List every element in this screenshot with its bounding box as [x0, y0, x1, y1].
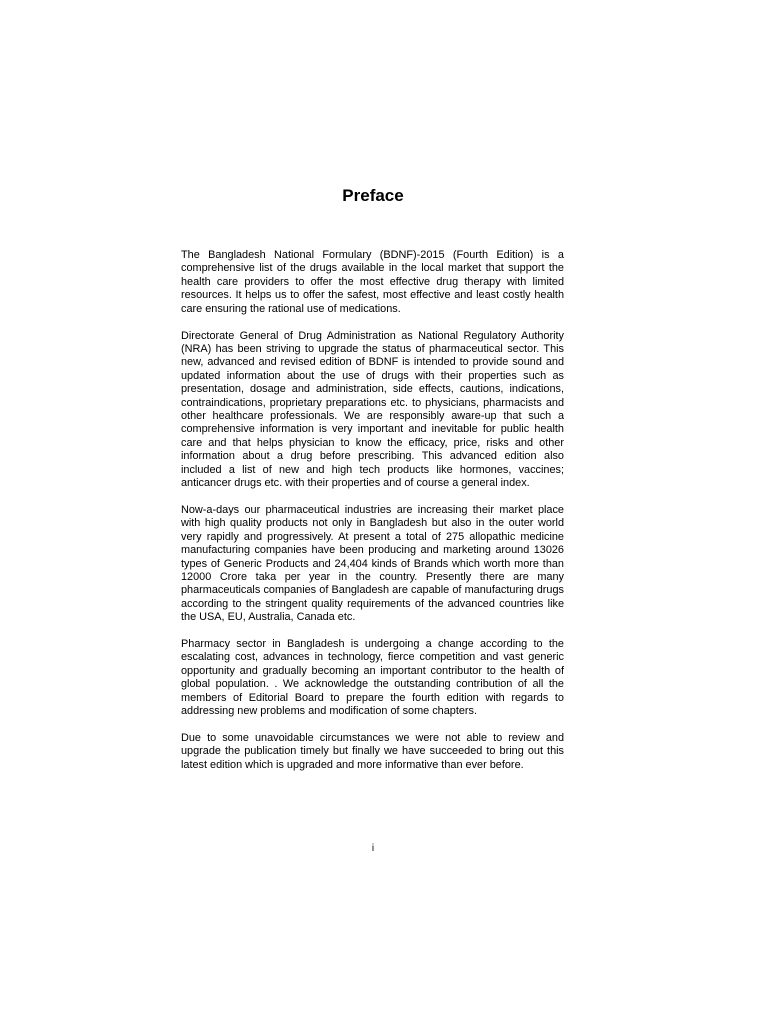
paragraph-4: Pharmacy sector in Bangladesh is undergoing a change according to the escalating cost, advances in technology, fierce competition and vast generic opportunity and gradually becoming an important contributor to the health of global population. . We acknowledge the outstanding contribution of all the members of Editorial Board to prepare the fourth edition with regards to addressing new problems and modification of some chapters.: [181, 638, 564, 718]
page-number: i: [371, 843, 375, 854]
paragraph-3: Now-a-days our pharmaceutical industries are increasing their market place with high quality products not only in Bangladesh but also in the outer world very rapidly and progressively. At present a total of 275 allopathic medicine manufacturing companies have been producing and marketing around 13026 types of Generic Products and 24,404 kinds of Brands which worth more than 12000 Crore taka per year in the country. Presently there are many pharmaceuticals companies of Bangladesh are capable of manufacturing drugs according to the stringent quality requirements of the advanced countries like the USA, EU, Australia, Canada etc.: [181, 503, 564, 624]
page-title: Preface: [342, 186, 404, 205]
paragraph-1: The Bangladesh National Formulary (BDNF)-2015 (Fourth Edition) is a comprehensive list of the drugs available in the local market that support the health care providers to offer the most effective drug therapy with limited resources. It helps us to offer the safest, most effective and least costly health care ensuring the rational use of medications.: [181, 249, 564, 315]
preface-body: [181, 249, 564, 786]
paragraph-5: Due to some unavoidable circumstances we were not able to review and upgrade the publication timely but finally we have succeeded to bring out this latest edition which is upgraded and more informative than ever before.: [181, 732, 564, 771]
paragraph-2: Directorate General of Drug Administration as National Regulatory Authority (NRA) has been striving to upgrade the status of pharmaceutical sector. This new, advanced and revised edition of BDNF is intended to provide sound and updated information about the use of drugs with their properties such as presentation, dosage and administration, side effects, cautions, indications, contraindications, proprietary preparations etc. to physicians, pharmacists and other healthcare professionals. We are responsibly aware-up that such a comprehensive information is very important and inevitable for public health care and that helps physician to know the efficacy, price, risks and other information about a drug before prescribing. This advanced edition also included a list of new and high tech products like hormones, vaccines; anticancer drugs etc. with their properties and of course a general index.: [181, 329, 564, 489]
